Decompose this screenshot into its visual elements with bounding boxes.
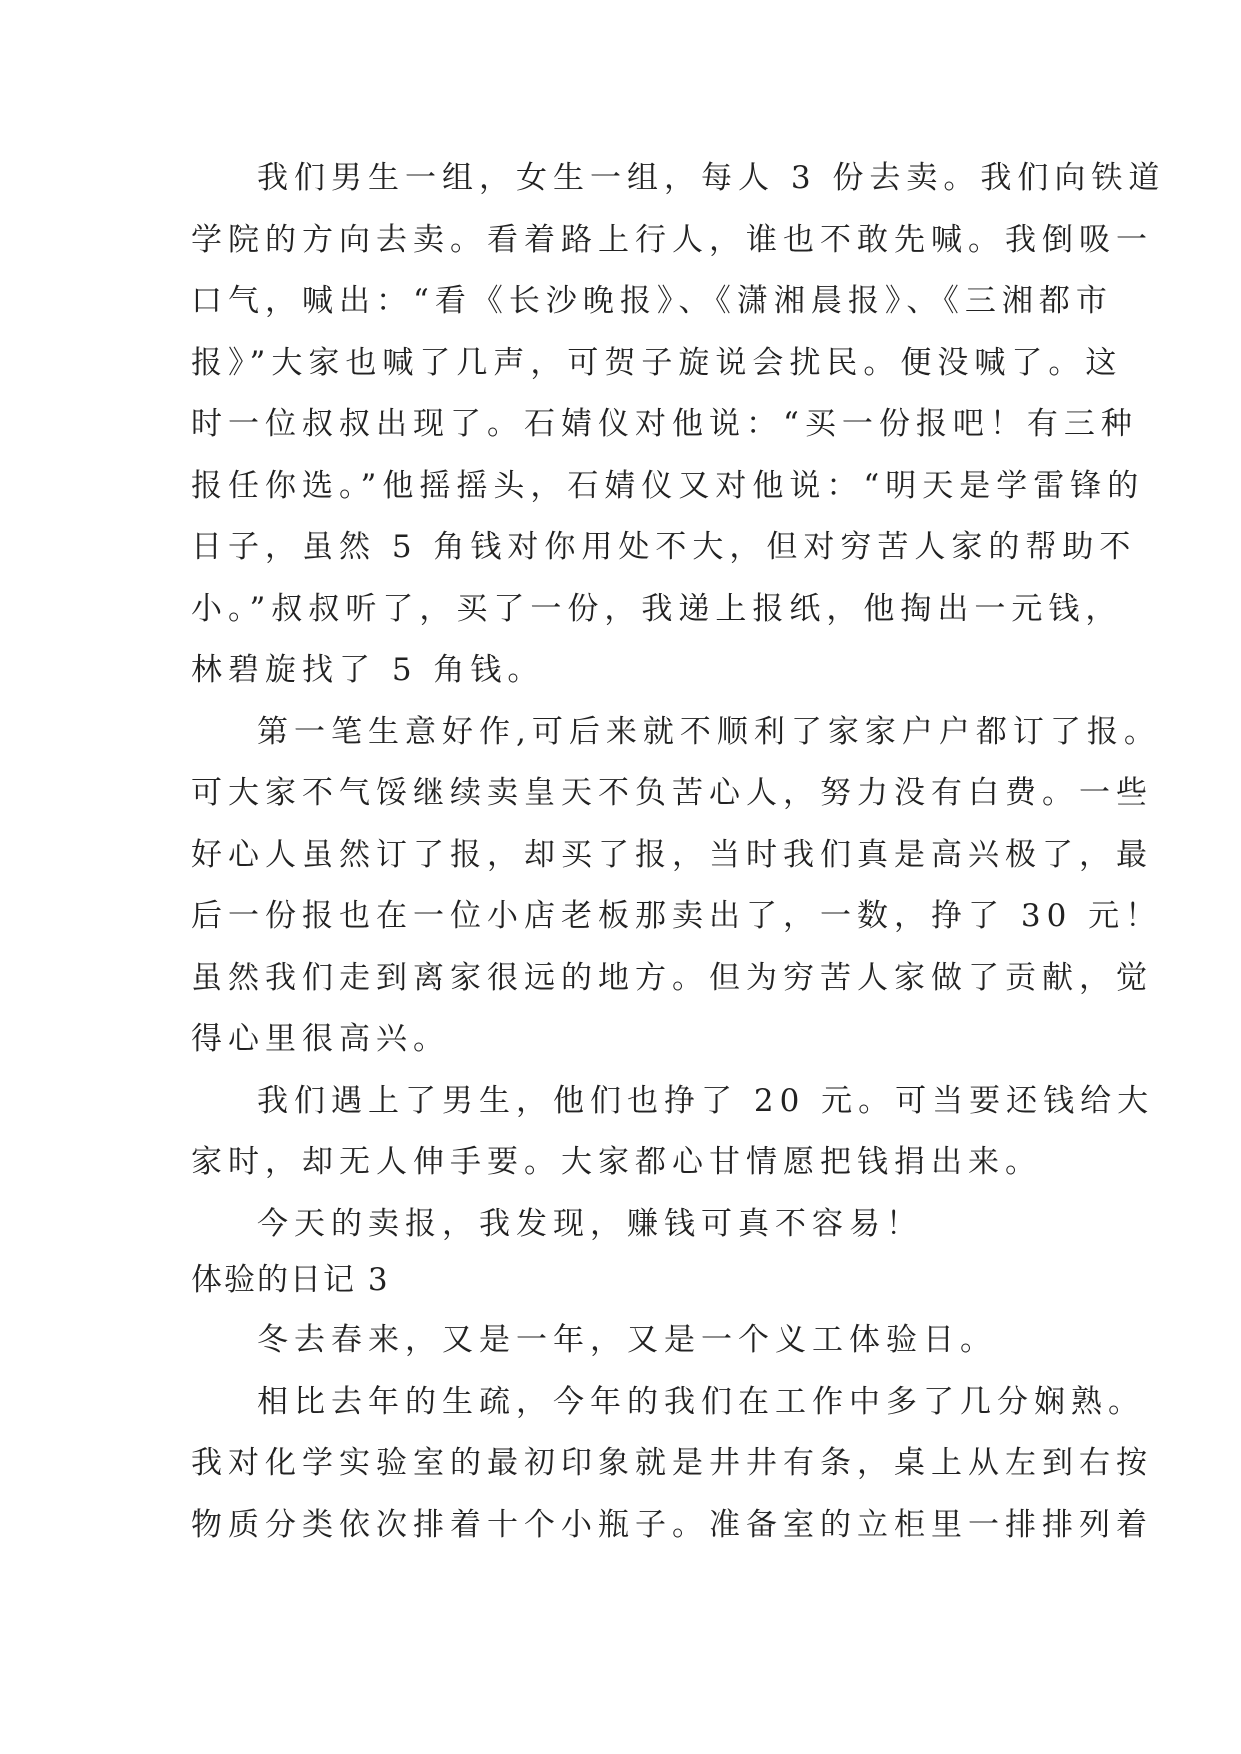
paragraph-1-line-9: 林碧旋找了 5 角钱。 — [191, 652, 545, 688]
paragraph-2-line-3: 好心人虽然订了报，却买了报，当时我们真是高兴极了，最 — [191, 836, 1153, 873]
section-2-body — [191, 1310, 1153, 1556]
paragraph-1-line-8: 小。”叔叔听了，买了一份，我递上报纸，他掏出一元钱， — [191, 590, 1123, 627]
paragraph-1-line-4: 报》”大家也喊了几声，可贺子旋说会扰民。便没喊了。这 — [191, 344, 1123, 381]
paragraph-6-line-1: 相比去年的生疏，今年的我们在工作中多了几分娴熟。 — [257, 1383, 1145, 1420]
section-2-heading: 体验的日记 3 — [191, 1262, 390, 1298]
paragraph-1-line-5: 时一位叔叔出现了。石婧仪对他说：“买一份报吧！有三种 — [191, 406, 1138, 442]
paragraph-1-line-7: 日子，虽然 5 角钱对你用处不大，但对穷苦人家的帮助不 — [191, 529, 1137, 565]
paragraph-2-line-1: 第一笔生意好作,可后来就不顺利了家家户户都订了报。 — [257, 713, 1161, 750]
paragraph-6-line-3: 物质分类依次排着十个小瓶子。准备室的立柜里一排排列着 — [191, 1506, 1153, 1543]
paragraph-1-line-6: 报任你选。”他摇摇头，石婧仪又对他说：“明天是学雷锋的 — [191, 467, 1145, 504]
paragraph-3-line-1: 我们遇上了男生，他们也挣了 20 元。可当要还钱给大 — [257, 1082, 1155, 1119]
paragraph-1-line-1: 我们男生一组，女生一组，每人 3 份去卖。我们向铁道 — [257, 160, 1166, 196]
paragraph-2-line-4: 后一份报也在一位小店老板那卖出了，一数，挣了 30 元！ — [191, 898, 1163, 934]
paragraph-2-line-2: 可大家不气馁继续卖皇天不负苦心人，努力没有白费。一些 — [191, 775, 1153, 811]
paragraph-6-line-2: 我对化学实验室的最初印象就是井井有条，桌上从左到右按 — [191, 1445, 1153, 1481]
paragraph-5-line-1: 冬去春来，又是一年，又是一个义工体验日。 — [257, 1322, 997, 1358]
paragraph-2-line-6: 得心里很高兴。 — [191, 1021, 450, 1057]
paragraph-4-line-1: 今天的卖报，我发现，赚钱可真不容易！ — [257, 1205, 923, 1242]
paragraph-3-line-2: 家时，却无人伸手要。大家都心甘情愿把钱捐出来。 — [191, 1144, 1042, 1180]
paragraph-1-line-2: 学院的方向去卖。看着路上行人，谁也不敢先喊。我倒吸一 — [191, 221, 1153, 258]
section-1-body — [191, 148, 1166, 1255]
paragraph-1-line-3: 口气，喊出：“看《长沙晚报》、《潇湘晨报》、《三湘都市 — [191, 283, 1113, 319]
paragraph-2-line-5: 虽然我们走到离家很远的地方。但为穷苦人家做了贡献，觉 — [191, 959, 1153, 996]
